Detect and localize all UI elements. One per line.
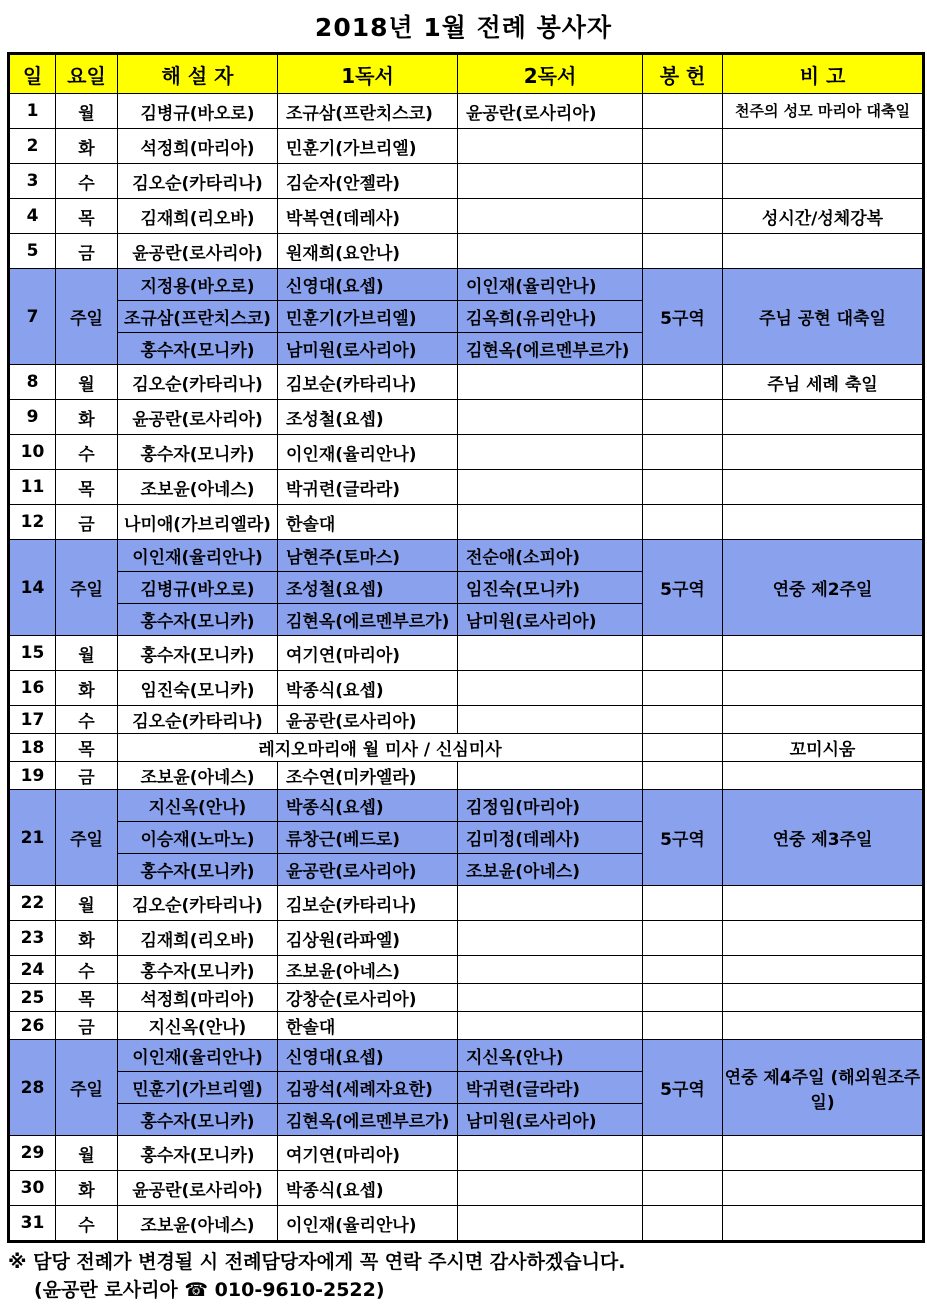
reader2-cell bbox=[458, 671, 643, 706]
day-cell: 3 bbox=[9, 164, 56, 199]
notes-cell: 주님 공현 대축일 bbox=[723, 269, 924, 365]
day-cell: 25 bbox=[9, 984, 56, 1012]
footer-line-1: ※ 담당 전례가 변경될 시 전례담당자에게 꼭 연락 주시면 감사하겠습니다. bbox=[8, 1251, 626, 1273]
page-title: 2018년 1월 전례 봉사자 bbox=[314, 13, 613, 42]
reader2-cell bbox=[458, 1012, 643, 1040]
table-row bbox=[9, 734, 924, 762]
header-offering: 봉 헌 bbox=[643, 54, 723, 94]
merged-event-cell: 레지오마리애 월 미사 / 신심미사 bbox=[118, 734, 643, 762]
notes-cell bbox=[723, 762, 924, 790]
notes-cell bbox=[723, 1206, 924, 1242]
reader2-cell bbox=[458, 435, 643, 470]
commentator-cell: 지신옥(안나) bbox=[118, 790, 278, 822]
notes-cell: 연중 제4주일 (해외원조주일) bbox=[723, 1040, 924, 1136]
weekday-cell: 월 bbox=[56, 636, 118, 671]
reader2-cell: 남미원(로사리아) bbox=[458, 1104, 643, 1136]
table-row bbox=[9, 762, 924, 790]
table-row bbox=[9, 636, 924, 671]
day-cell: 30 bbox=[9, 1171, 56, 1206]
weekday-cell: 수 bbox=[56, 435, 118, 470]
footer-note bbox=[8, 1248, 626, 1304]
weekday-cell: 화 bbox=[56, 921, 118, 956]
commentator-cell: 지신옥(안나) bbox=[118, 1012, 278, 1040]
reader1-cell: 조보윤(아네스) bbox=[278, 956, 458, 984]
day-cell: 26 bbox=[9, 1012, 56, 1040]
reader2-cell bbox=[458, 984, 643, 1012]
commentator-cell: 김병규(바오로) bbox=[118, 572, 278, 604]
commentator-cell: 이인재(율리안나) bbox=[118, 540, 278, 572]
day-cell: 4 bbox=[9, 199, 56, 234]
offering-cell bbox=[643, 365, 723, 400]
weekday-cell: 화 bbox=[56, 671, 118, 706]
reader2-cell bbox=[458, 1171, 643, 1206]
offering-cell bbox=[643, 1171, 723, 1206]
weekday-cell: 주일 bbox=[56, 269, 118, 365]
reader2-cell: 지신옥(안나) bbox=[458, 1040, 643, 1072]
reader1-cell: 김순자(안젤라) bbox=[278, 164, 458, 199]
notes-cell bbox=[723, 1171, 924, 1206]
reader1-cell: 윤공란(로사리아) bbox=[278, 854, 458, 886]
day-cell: 2 bbox=[9, 129, 56, 164]
notes-cell: 연중 제2주일 bbox=[723, 540, 924, 636]
commentator-cell: 김오순(카타리나) bbox=[118, 365, 278, 400]
offering-cell bbox=[643, 234, 723, 269]
offering-cell bbox=[643, 400, 723, 435]
offering-cell bbox=[643, 505, 723, 540]
table-row bbox=[9, 470, 924, 505]
notes-cell bbox=[723, 636, 924, 671]
reader1-cell: 민훈기(가브리엘) bbox=[278, 129, 458, 164]
reader2-cell bbox=[458, 706, 643, 734]
commentator-cell: 홍수자(모니카) bbox=[118, 604, 278, 636]
header-reader2: 2독서 bbox=[458, 54, 643, 94]
reader1-cell: 박종식(요셉) bbox=[278, 671, 458, 706]
weekday-cell: 수 bbox=[56, 1206, 118, 1242]
commentator-cell: 이인재(율리안나) bbox=[118, 1040, 278, 1072]
day-cell: 14 bbox=[9, 540, 56, 636]
weekday-cell: 금 bbox=[56, 1012, 118, 1040]
notes-cell bbox=[723, 921, 924, 956]
table-row bbox=[9, 505, 924, 540]
reader1-cell: 박복연(데레사) bbox=[278, 199, 458, 234]
offering-cell bbox=[643, 1206, 723, 1242]
reader1-cell: 조규삼(프란치스코) bbox=[278, 94, 458, 129]
day-cell: 29 bbox=[9, 1136, 56, 1171]
notes-cell: 연중 제3주일 bbox=[723, 790, 924, 886]
weekday-cell: 금 bbox=[56, 234, 118, 269]
offering-cell bbox=[643, 706, 723, 734]
reader1-cell: 김광석(세례자요한) bbox=[278, 1072, 458, 1104]
offering-cell: 5구역 bbox=[643, 269, 723, 365]
table-row bbox=[9, 400, 924, 435]
notes-cell: 천주의 성모 마리아 대축일 bbox=[723, 94, 924, 129]
reader2-cell bbox=[458, 886, 643, 921]
reader1-cell: 민훈기(가브리엘) bbox=[278, 301, 458, 333]
weekday-cell: 화 bbox=[56, 1171, 118, 1206]
reader1-cell: 한솔대 bbox=[278, 505, 458, 540]
offering-cell bbox=[643, 734, 723, 762]
reader1-cell: 윤공란(로사리아) bbox=[278, 706, 458, 734]
commentator-cell: 김재희(리오바) bbox=[118, 921, 278, 956]
day-cell: 23 bbox=[9, 921, 56, 956]
notes-cell bbox=[723, 470, 924, 505]
reader1-cell: 여기연(마리아) bbox=[278, 636, 458, 671]
reader1-cell: 원재희(요안나) bbox=[278, 234, 458, 269]
header-row bbox=[9, 54, 924, 94]
weekday-cell: 수 bbox=[56, 706, 118, 734]
reader2-cell bbox=[458, 234, 643, 269]
sunday-row bbox=[9, 540, 924, 572]
weekday-cell: 월 bbox=[56, 94, 118, 129]
commentator-cell: 김재희(리오바) bbox=[118, 199, 278, 234]
reader1-cell: 한솔대 bbox=[278, 1012, 458, 1040]
weekday-cell: 목 bbox=[56, 199, 118, 234]
weekday-cell: 수 bbox=[56, 164, 118, 199]
day-cell: 10 bbox=[9, 435, 56, 470]
notes-cell bbox=[723, 400, 924, 435]
table-row bbox=[9, 956, 924, 984]
commentator-cell: 임진숙(모니카) bbox=[118, 671, 278, 706]
reader1-cell: 박종식(요셉) bbox=[278, 790, 458, 822]
offering-cell bbox=[643, 671, 723, 706]
table-row bbox=[9, 1171, 924, 1206]
offering-cell bbox=[643, 1012, 723, 1040]
day-cell: 5 bbox=[9, 234, 56, 269]
day-cell: 17 bbox=[9, 706, 56, 734]
offering-cell bbox=[643, 164, 723, 199]
offering-cell bbox=[643, 956, 723, 984]
table-row bbox=[9, 199, 924, 234]
day-cell: 16 bbox=[9, 671, 56, 706]
reader2-cell bbox=[458, 129, 643, 164]
header-commentator: 해 설 자 bbox=[118, 54, 278, 94]
commentator-cell: 홍수자(모니카) bbox=[118, 333, 278, 365]
table-row bbox=[9, 1012, 924, 1040]
header-reader1: 1독서 bbox=[278, 54, 458, 94]
reader2-cell: 김정임(마리아) bbox=[458, 790, 643, 822]
offering-cell bbox=[643, 1136, 723, 1171]
table-row bbox=[9, 435, 924, 470]
table-row bbox=[9, 984, 924, 1012]
commentator-cell: 조보윤(아네스) bbox=[118, 762, 278, 790]
table-row bbox=[9, 234, 924, 269]
weekday-cell: 주일 bbox=[56, 1040, 118, 1136]
reader1-cell: 이인재(율리안나) bbox=[278, 1206, 458, 1242]
offering-cell bbox=[643, 921, 723, 956]
table-row bbox=[9, 164, 924, 199]
header-day: 일 bbox=[9, 54, 56, 94]
day-cell: 22 bbox=[9, 886, 56, 921]
reader2-cell bbox=[458, 470, 643, 505]
commentator-cell: 윤공란(로사리아) bbox=[118, 234, 278, 269]
notes-cell bbox=[723, 129, 924, 164]
reader1-cell: 조성철(요셉) bbox=[278, 572, 458, 604]
weekday-cell: 금 bbox=[56, 505, 118, 540]
offering-cell: 5구역 bbox=[643, 1040, 723, 1136]
reader1-cell: 남미원(로사리아) bbox=[278, 333, 458, 365]
notes-cell bbox=[723, 1136, 924, 1171]
offering-cell bbox=[643, 886, 723, 921]
reader1-cell: 박종식(요셉) bbox=[278, 1171, 458, 1206]
reader2-cell: 임진숙(모니카) bbox=[458, 572, 643, 604]
day-cell: 31 bbox=[9, 1206, 56, 1242]
notes-cell bbox=[723, 956, 924, 984]
reader2-cell bbox=[458, 762, 643, 790]
commentator-cell: 홍수자(모니카) bbox=[118, 956, 278, 984]
commentator-cell: 석정희(마리아) bbox=[118, 984, 278, 1012]
notes-cell bbox=[723, 164, 924, 199]
commentator-cell: 김오순(카타리나) bbox=[118, 706, 278, 734]
reader2-cell bbox=[458, 164, 643, 199]
reader2-cell: 윤공란(로사리아) bbox=[458, 94, 643, 129]
offering-cell: 5구역 bbox=[643, 790, 723, 886]
commentator-cell: 홍수자(모니카) bbox=[118, 636, 278, 671]
table-row bbox=[9, 94, 924, 129]
day-cell: 1 bbox=[9, 94, 56, 129]
notes-cell bbox=[723, 234, 924, 269]
notes-cell: 주님 세례 축일 bbox=[723, 365, 924, 400]
reader2-cell: 김옥희(유리안나) bbox=[458, 301, 643, 333]
reader1-cell: 김현옥(에르멘부르가) bbox=[278, 604, 458, 636]
table-row bbox=[9, 129, 924, 164]
offering-cell bbox=[643, 984, 723, 1012]
notes-cell bbox=[723, 886, 924, 921]
notes-cell bbox=[723, 435, 924, 470]
weekday-cell: 목 bbox=[56, 734, 118, 762]
notes-cell bbox=[723, 706, 924, 734]
table-row bbox=[9, 671, 924, 706]
notes-cell bbox=[723, 671, 924, 706]
table-row bbox=[9, 706, 924, 734]
reader2-cell bbox=[458, 1206, 643, 1242]
reader2-cell bbox=[458, 365, 643, 400]
schedule-table bbox=[7, 52, 925, 1243]
reader1-cell: 조성철(요셉) bbox=[278, 400, 458, 435]
commentator-cell: 이승재(노마노) bbox=[118, 822, 278, 854]
weekday-cell: 월 bbox=[56, 1136, 118, 1171]
offering-cell bbox=[643, 762, 723, 790]
offering-cell bbox=[643, 470, 723, 505]
day-cell: 7 bbox=[9, 269, 56, 365]
reader1-cell: 강창순(로사리아) bbox=[278, 984, 458, 1012]
commentator-cell: 나미애(가브리엘라) bbox=[118, 505, 278, 540]
reader2-cell bbox=[458, 636, 643, 671]
weekday-cell: 주일 bbox=[56, 790, 118, 886]
weekday-cell: 수 bbox=[56, 956, 118, 984]
header-weekday: 요일 bbox=[56, 54, 118, 94]
notes-cell bbox=[723, 984, 924, 1012]
weekday-cell: 주일 bbox=[56, 540, 118, 636]
reader1-cell: 신영대(요셉) bbox=[278, 1040, 458, 1072]
day-cell: 28 bbox=[9, 1040, 56, 1136]
footer-contact: (윤공란 로사리아 ☎ 010-9610-2522) bbox=[34, 1279, 385, 1301]
reader1-cell: 박귀련(글라라) bbox=[278, 470, 458, 505]
reader1-cell: 류창근(베드로) bbox=[278, 822, 458, 854]
offering-cell bbox=[643, 636, 723, 671]
offering-cell bbox=[643, 199, 723, 234]
commentator-cell: 조보윤(아네스) bbox=[118, 1206, 278, 1242]
weekday-cell: 월 bbox=[56, 365, 118, 400]
offering-cell: 5구역 bbox=[643, 540, 723, 636]
day-cell: 19 bbox=[9, 762, 56, 790]
weekday-cell: 금 bbox=[56, 762, 118, 790]
reader2-cell: 김현옥(에르멘부르가) bbox=[458, 333, 643, 365]
table-row bbox=[9, 886, 924, 921]
weekday-cell: 화 bbox=[56, 400, 118, 435]
offering-cell bbox=[643, 94, 723, 129]
reader1-cell: 김보순(카타리나) bbox=[278, 365, 458, 400]
commentator-cell: 윤공란(로사리아) bbox=[118, 400, 278, 435]
day-cell: 12 bbox=[9, 505, 56, 540]
reader1-cell: 조수연(미카엘라) bbox=[278, 762, 458, 790]
commentator-cell: 홍수자(모니카) bbox=[118, 435, 278, 470]
reader2-cell: 박귀련(글라라) bbox=[458, 1072, 643, 1104]
reader2-cell bbox=[458, 505, 643, 540]
commentator-cell: 김오순(카타리나) bbox=[118, 164, 278, 199]
sunday-row bbox=[9, 269, 924, 301]
commentator-cell: 윤공란(로사리아) bbox=[118, 1171, 278, 1206]
reader1-cell: 김현옥(에르멘부르가) bbox=[278, 1104, 458, 1136]
table-row bbox=[9, 1136, 924, 1171]
table-row bbox=[9, 1206, 924, 1242]
commentator-cell: 김오순(카타리나) bbox=[118, 886, 278, 921]
commentator-cell: 조규삼(프란치스코) bbox=[118, 301, 278, 333]
notes-cell: 성시간/성체강복 bbox=[723, 199, 924, 234]
commentator-cell: 조보윤(아네스) bbox=[118, 470, 278, 505]
reader2-cell bbox=[458, 956, 643, 984]
reader2-cell: 이인재(율리안나) bbox=[458, 269, 643, 301]
commentator-cell: 석정희(마리아) bbox=[118, 129, 278, 164]
reader2-cell: 전순애(소피아) bbox=[458, 540, 643, 572]
commentator-cell: 지정용(바오로) bbox=[118, 269, 278, 301]
day-cell: 15 bbox=[9, 636, 56, 671]
weekday-cell: 화 bbox=[56, 129, 118, 164]
day-cell: 11 bbox=[9, 470, 56, 505]
reader1-cell: 김상원(라파엘) bbox=[278, 921, 458, 956]
table-row bbox=[9, 365, 924, 400]
reader1-cell: 여기연(마리아) bbox=[278, 1136, 458, 1171]
weekday-cell: 월 bbox=[56, 886, 118, 921]
reader2-cell: 남미원(로사리아) bbox=[458, 604, 643, 636]
commentator-cell: 홍수자(모니카) bbox=[118, 854, 278, 886]
day-cell: 9 bbox=[9, 400, 56, 435]
offering-cell bbox=[643, 435, 723, 470]
sunday-row bbox=[9, 1040, 924, 1072]
day-cell: 21 bbox=[9, 790, 56, 886]
reader1-cell: 이인재(율리안나) bbox=[278, 435, 458, 470]
reader2-cell bbox=[458, 1136, 643, 1171]
commentator-cell: 홍수자(모니카) bbox=[118, 1136, 278, 1171]
reader2-cell: 김미정(데레사) bbox=[458, 822, 643, 854]
weekday-cell: 목 bbox=[56, 984, 118, 1012]
offering-cell bbox=[643, 129, 723, 164]
commentator-cell: 김병규(바오로) bbox=[118, 94, 278, 129]
day-cell: 24 bbox=[9, 956, 56, 984]
reader1-cell: 김보순(카타리나) bbox=[278, 886, 458, 921]
commentator-cell: 민훈기(가브리엘) bbox=[118, 1072, 278, 1104]
notes-cell: 꼬미시움 bbox=[723, 734, 924, 762]
reader1-cell: 신영대(요셉) bbox=[278, 269, 458, 301]
day-cell: 18 bbox=[9, 734, 56, 762]
reader2-cell bbox=[458, 400, 643, 435]
notes-cell bbox=[723, 1012, 924, 1040]
reader2-cell: 조보윤(아네스) bbox=[458, 854, 643, 886]
table-row bbox=[9, 921, 924, 956]
weekday-cell: 목 bbox=[56, 470, 118, 505]
commentator-cell: 홍수자(모니카) bbox=[118, 1104, 278, 1136]
reader2-cell bbox=[458, 921, 643, 956]
day-cell: 8 bbox=[9, 365, 56, 400]
reader1-cell: 남현주(토마스) bbox=[278, 540, 458, 572]
header-notes: 비 고 bbox=[723, 54, 924, 94]
notes-cell bbox=[723, 505, 924, 540]
sunday-row bbox=[9, 790, 924, 822]
reader2-cell bbox=[458, 199, 643, 234]
